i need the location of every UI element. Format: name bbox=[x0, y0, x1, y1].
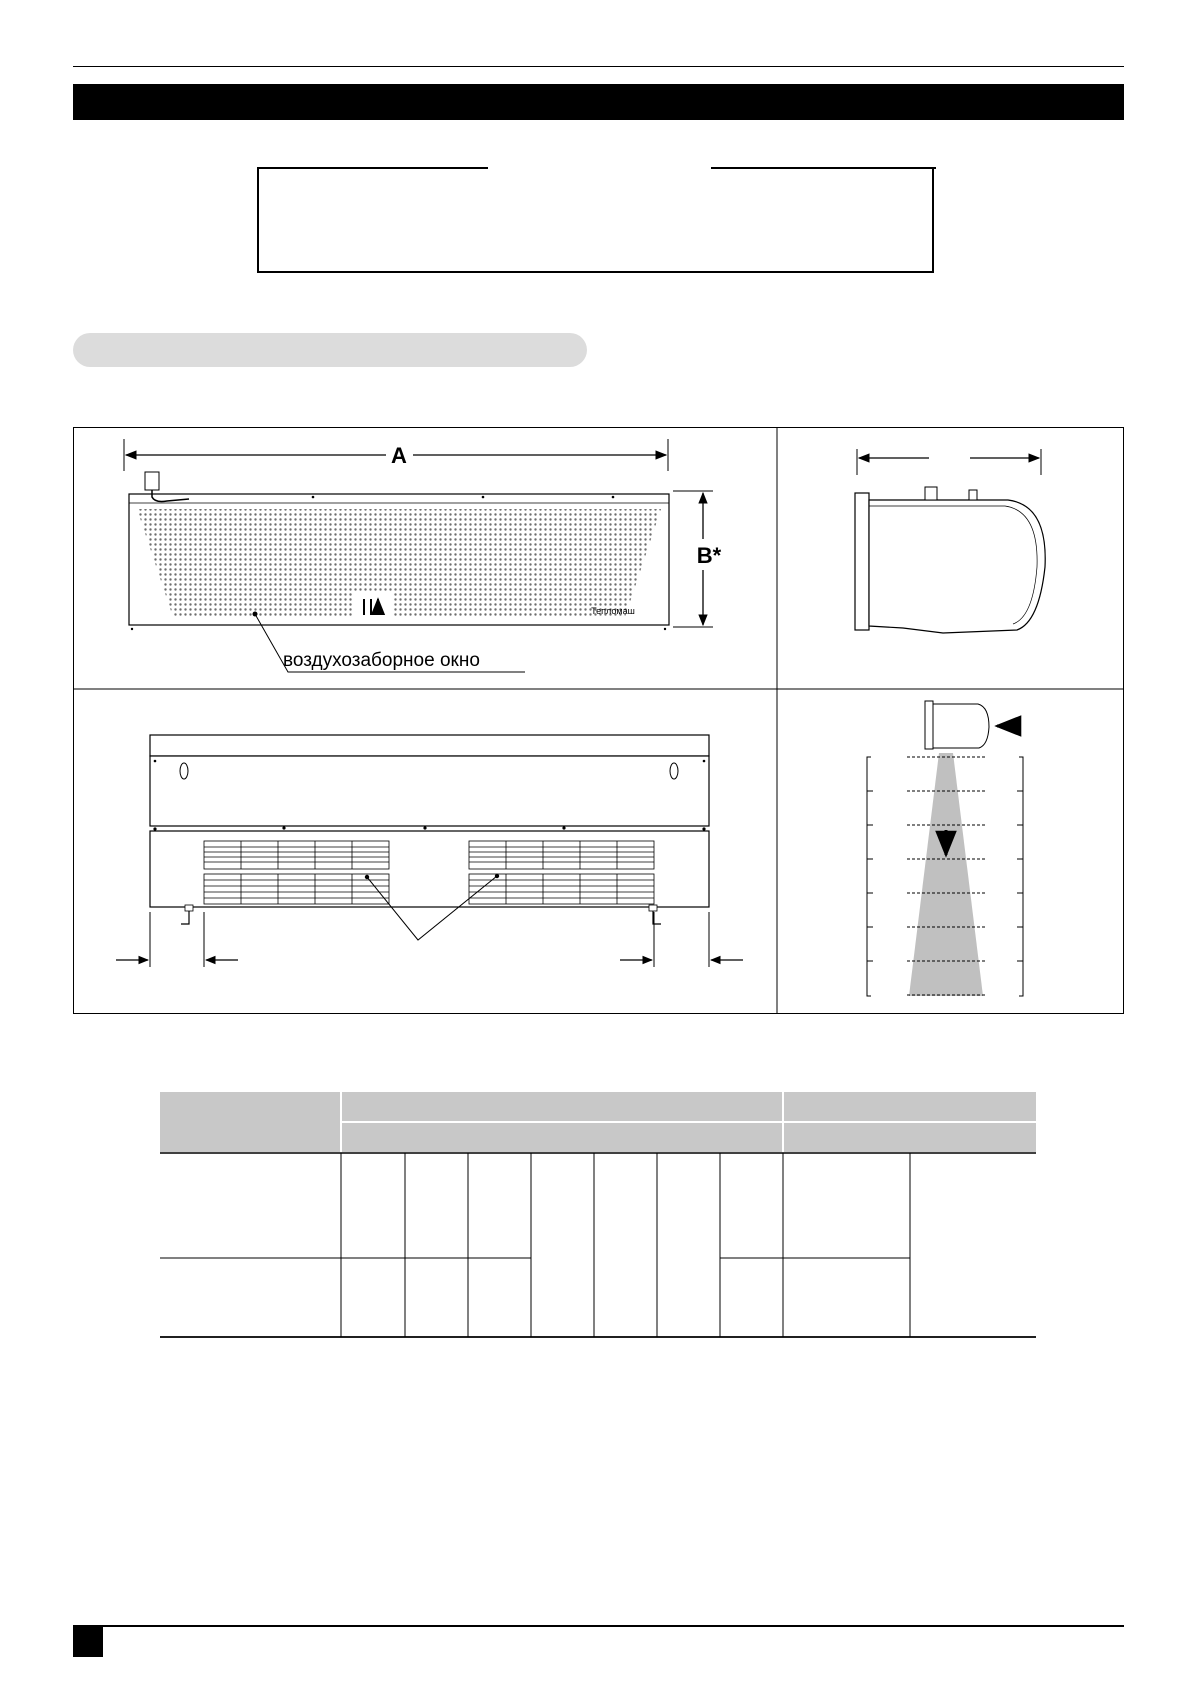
brand-logo: Тепломаш bbox=[591, 606, 635, 616]
notice-box-top-right bbox=[711, 167, 936, 169]
side-body bbox=[869, 500, 1045, 633]
air-jet-cone bbox=[909, 753, 983, 996]
table-header-group-1 bbox=[342, 1092, 782, 1121]
section-title-bar bbox=[73, 84, 1124, 120]
mounting-plate bbox=[855, 493, 869, 630]
table-header-group-2 bbox=[784, 1092, 1036, 1121]
subsection-heading-pill bbox=[73, 333, 587, 367]
top-rule bbox=[73, 66, 1124, 67]
table-header-sub-2 bbox=[784, 1123, 1036, 1152]
mount-hole-left bbox=[180, 763, 188, 779]
bottom-top-strip bbox=[150, 735, 709, 756]
inlet-label: воздухозаборное окно bbox=[283, 650, 480, 671]
mount-hole-right bbox=[670, 763, 678, 779]
specifications-table bbox=[160, 1092, 1036, 1338]
front-view bbox=[124, 439, 722, 672]
table-header-param bbox=[160, 1092, 340, 1152]
air-inlet-perforation bbox=[137, 509, 661, 617]
side-view bbox=[855, 449, 1045, 633]
bottom-mount-panel bbox=[150, 756, 709, 826]
notice-box bbox=[257, 167, 934, 273]
airflow-diagram bbox=[867, 701, 1023, 996]
footer-rule bbox=[73, 1625, 1124, 1627]
bottom-view bbox=[116, 735, 743, 967]
dim-b-label: B* bbox=[696, 543, 722, 568]
cable-gland-icon bbox=[145, 472, 159, 490]
dimension-drawing bbox=[73, 427, 1124, 1014]
dim-a-label: A bbox=[391, 443, 407, 468]
notice-box-top-left bbox=[257, 167, 488, 169]
page-number-marker bbox=[73, 1627, 103, 1657]
table-header-sub-1 bbox=[342, 1123, 782, 1152]
